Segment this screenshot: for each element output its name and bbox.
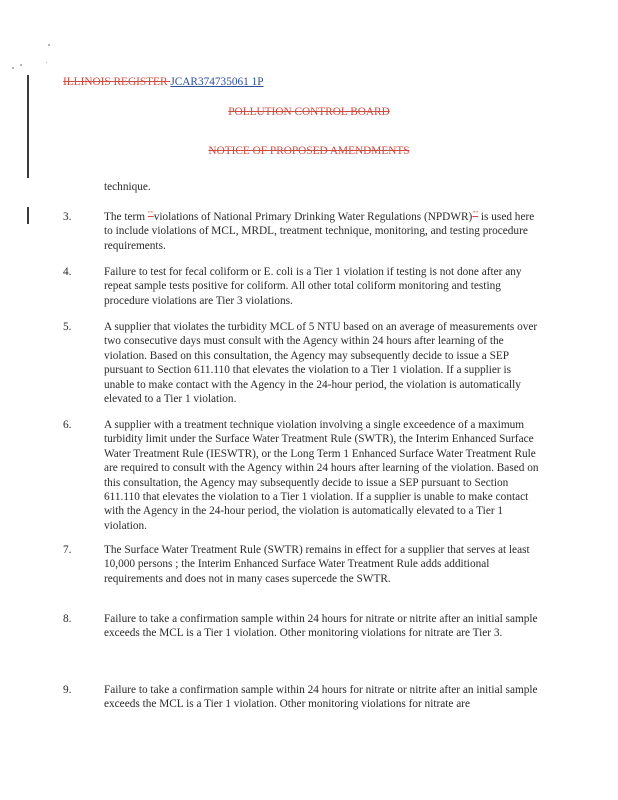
item-text: A supplier with a treatment technique violation involving a single exceedence of a maximum turbidity limit under the Surface Water Treatment Rule (SWTR), the Interim Enhanced Surface Water Treatment Rule (IESWTR), or the Long Term 1 Enhanced Surface Water Treatment Rule are required to consult with the Agency within 24 hours after learning of the violation. Based on this consultation, the Agency may subsequently decide to issue a SEP pursuant to Section 611.110 that elevates the violation to a Tier 1 violation. If a supplier is unable to make contact with the Agency in the 24-hour period, the violation is automatically elevated to a Tier 1 violation. bbox=[104, 419, 539, 532]
item-number: 9. bbox=[63, 684, 72, 696]
item-text: Failure to take a confirmation sample within 24 hours for nitrate or nitrite after an initial sample exceeds the MCL is a Tier 1 violation. Other monitoring violations for nitrate are bbox=[104, 684, 538, 711]
continuation-text: technique. bbox=[104, 181, 151, 193]
footnote-mark: ”” bbox=[472, 210, 479, 218]
register-header bbox=[63, 76, 264, 88]
board-title: POLLUTION CONTROL BOARD bbox=[228, 106, 390, 118]
scan-speck bbox=[20, 64, 22, 66]
item-number: 6. bbox=[63, 419, 72, 431]
item-text: Failure to test for fecal coliform or E. coli is a Tier 1 violation if testing is not done after any repeat sample tests positive for coliform. All other total coliform monitoring and testing procedure violations are Tier 3 violations. bbox=[104, 266, 522, 307]
register-struck: ILLINOIS REGISTER bbox=[63, 76, 168, 88]
change-bar bbox=[27, 75, 29, 178]
change-bar bbox=[27, 207, 29, 224]
item-number: 5. bbox=[63, 321, 72, 333]
item-number: 7. bbox=[63, 544, 72, 556]
item-number: 3. bbox=[63, 211, 72, 223]
scan-speck bbox=[12, 67, 14, 69]
notice-title: NOTICE OF PROPOSED AMENDMENTS bbox=[208, 145, 410, 157]
item-text: A supplier that violates the turbidity MCL of 5 NTU based on an average of measurements over two consecutive days must consult with the Agency within 24 hours after learning of the violation. Based on this consultation, the Agency may subsequently decide to issue a SEP pursuant to Section 611.110 that elevates the violation to a Tier 1 violation. If a supplier is unable to make contact with the Agency in the 24-hour period, the violation is automatically elevated to a Tier 1 violation. bbox=[104, 321, 538, 406]
scan-speck bbox=[48, 44, 50, 46]
scan-speck bbox=[46, 62, 47, 63]
footnote-mark: “” bbox=[147, 210, 154, 218]
item-number: 4. bbox=[63, 266, 72, 278]
item-text: Failure to take a confirmation sample within 24 hours for nitrate or nitrite after an initial sample exceeds the MCL is a Tier 1 violation. Other monitoring violations for nitrate are Tier 3. bbox=[104, 613, 538, 640]
jcar-code-link[interactable]: JCAR374735061 1P bbox=[170, 76, 264, 88]
item-text: The Surface Water Treatment Rule (SWTR) remains in effect for a supplier that serves at least 10,000 persons ; the Interim Enhanced Surface Water Treatment Rule adds additional requirements and does not in many cases supercede the SWTR. bbox=[104, 544, 530, 585]
item-number: 8. bbox=[63, 613, 72, 625]
item-text: The term “”violations of National Primary Drinking Water Regulations (NPDWR)”” is used here to include violations of MCL, MRDL, treatment technique, monitoring, and testing procedure requirements. bbox=[104, 210, 535, 252]
